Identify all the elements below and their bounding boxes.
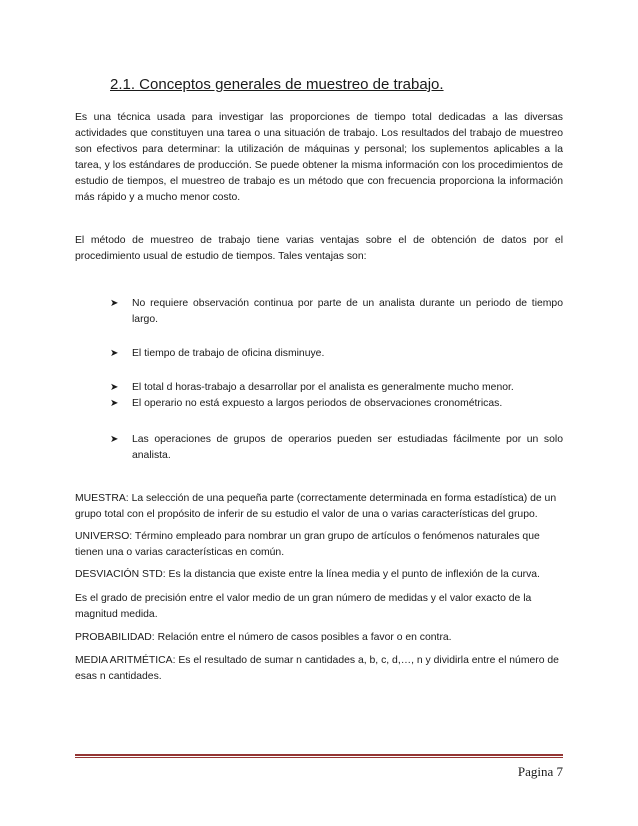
- page-number: Pagina 7: [517, 764, 563, 779]
- definition-precision: Es el grado de precisión entre el valor medio de un gran número de medidas y el valor exacto de la magnitud medida.: [75, 593, 532, 620]
- list-item: ➤ El operario no está expuesto a largos periodos de observaciones cronométricas.: [110, 396, 563, 412]
- definition-universo: UNIVERSO: Término empleado para nombrar un gran grupo de artículos o fenómenos naturales que tienen una o varias características en común.: [75, 531, 540, 558]
- intro-paragraph: Es una técnica usada para investigar las proporciones de tiempo total dedicadas a las diversas actividades que constituyen una tarea o una situación de trabajo. Los resultados del trabajo de muestreo son efectivos para determinar: la utilización de máquinas y personal; los suplementos aplicables a la tarea, y los estándares de producción. Se puede obtener la misma información con los procedimientos de estudio de tiempos, el muestreo de trabajo es un método que con frecuencia proporciona la información más rápido y a mucho menor costo.: [75, 112, 563, 203]
- advantages-paragraph: El método de muestreo de trabajo tiene varias ventajas sobre el de obtención de datos por el procedimiento usual de estudio de tiempos. Tales ventajas son:: [75, 235, 563, 262]
- footer-rule: [75, 754, 563, 756]
- definition-probabilidad: PROBABILIDAD: Relación entre el número de casos posibles a favor o en contra.: [75, 632, 452, 643]
- arrow-bullet-icon: ➤: [110, 434, 119, 445]
- definition-media: MEDIA ARITMÉTICA: Es el resultado de sumar n cantidades a, b, c, d,…, n y dividirla entre el número de esas n cantidades.: [75, 655, 559, 682]
- arrow-bullet-icon: ➤: [110, 382, 119, 393]
- footer-rule-thin: [75, 757, 563, 758]
- arrow-bullet-icon: ➤: [110, 298, 119, 309]
- list-item: ➤ El tiempo de trabajo de oficina disminuye.: [110, 346, 563, 362]
- section-heading: 2.1. Conceptos generales de muestreo de trabajo.: [110, 76, 444, 93]
- list-item: ➤ No requiere observación continua por parte de un analista durante un periodo de tiempo largo.: [110, 296, 563, 328]
- list-item: ➤ El total d horas-trabajo a desarrollar por el analista es generalmente mucho menor.: [110, 380, 563, 396]
- definition-desviacion: DESVIACIÓN STD: Es la distancia que existe entre la línea media y el punto de inflexión de la curva.: [75, 569, 540, 580]
- definition-muestra: MUESTRA: La selección de una pequeña parte (correctamente determinada en forma estadística) de un grupo total con el propósito de inferir de su estudio el valor de una o varias características del grupo.: [75, 493, 557, 520]
- arrow-bullet-icon: ➤: [110, 398, 119, 409]
- list-item: ➤ Las operaciones de grupos de operarios pueden ser estudiadas fácilmente por un solo analista.: [110, 432, 563, 464]
- arrow-bullet-icon: ➤: [110, 348, 119, 359]
